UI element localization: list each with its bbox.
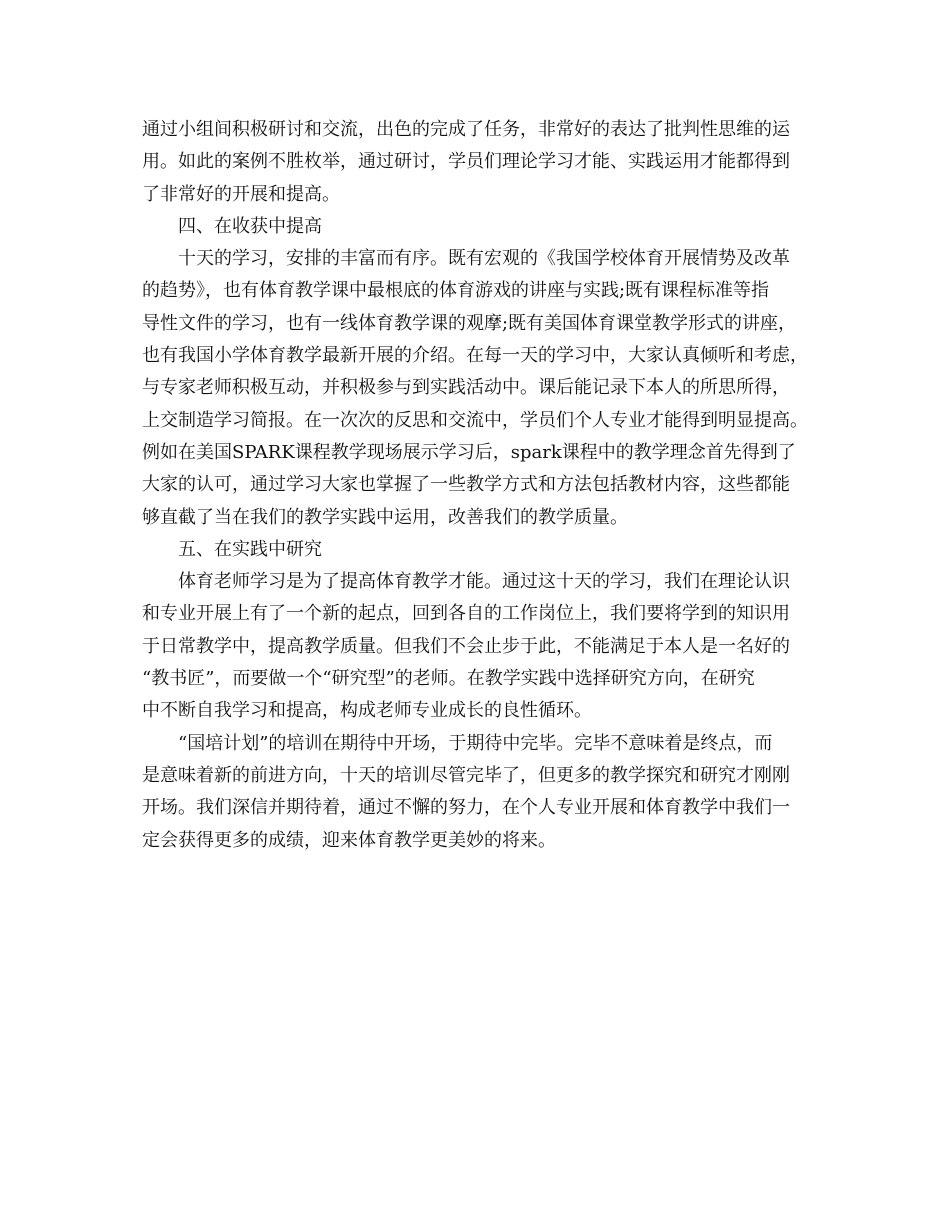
document-body: [142, 114, 822, 857]
text-line: 够直截了当在我们的教学实践中运用，改善我们的教学质量。: [142, 506, 628, 528]
text-line: 十天的学习，安排的丰富而有序。既有宏观的《我国学校体育开展情势及改革: [178, 248, 790, 270]
text-line: 中不断自我学习和提高，构成老师专业成长的良性循环。: [142, 700, 592, 722]
section-heading-5: 五、在实践中研究: [178, 538, 322, 560]
text-line: “教书匠”，而要做一个“研究型”的老师。在教学实践中选择研究方向，在研究: [142, 668, 755, 690]
section-heading-4: 四、在收获中提高: [178, 215, 322, 237]
text-line: 定会获得更多的成绩，迎来体育教学更美妙的将来。: [142, 829, 556, 851]
text-line: 例如在美国SPARK课程教学现场展示学习后，spark课程中的教学理念首先得到了: [142, 441, 796, 463]
text-line: 了非常好的开展和提高。: [142, 183, 340, 205]
text-line: “国培计划”的培训在期待中开场，于期待中完毕。完毕不意味着是终点，而: [178, 732, 773, 754]
text-line: 也有我国小学体育教学最新开展的介绍。在每一天的学习中，大家认真倾听和考虑，: [142, 345, 808, 367]
text-line: 于日常教学中，提高教学质量。但我们不会止步于此，不能满足于本人是一名好的: [142, 635, 790, 657]
text-line: 大家的认可，通过学习大家也掌握了一些教学方式和方法包括教材内容，这些都能: [142, 474, 790, 496]
text-line: 开场。我们深信并期待着，通过不懈的努力，在个人专业开展和体育教学中我们一: [142, 797, 790, 819]
text-line: 与专家老师积极互动，并积极参与到实践活动中。课后能记录下本人的所思所得，: [142, 377, 790, 399]
text-line: 的趋势》，也有体育教学课中最根底的体育游戏的讲座与实践;既有课程标准等指: [142, 280, 770, 302]
text-line: 体育老师学习是为了提高体育教学才能。通过这十天的学习，我们在理论认识: [178, 571, 790, 593]
text-line: 上交制造学习简报。在一次次的反思和交流中，学员们个人专业才能得到明显提高。: [142, 409, 808, 431]
text-line: 用。如此的案例不胜枚举，通过研讨，学员们理论学习才能、实践运用才能都得到: [142, 151, 790, 173]
text-line: 和专业开展上有了一个新的起点，回到各自的工作岗位上，我们要将学到的知识用: [142, 603, 790, 625]
text-line: 导性文件的学习，也有一线体育教学课的观摩;既有美国体育课堂教学形式的讲座，: [142, 312, 797, 334]
text-line: 通过小组间积极研讨和交流，出色的完成了任务，非常好的表达了批判性思维的运: [142, 119, 790, 140]
text-line: 是意味着新的前进方向，十天的培训尽管完毕了，但更多的教学探究和研究才刚刚: [142, 764, 790, 786]
